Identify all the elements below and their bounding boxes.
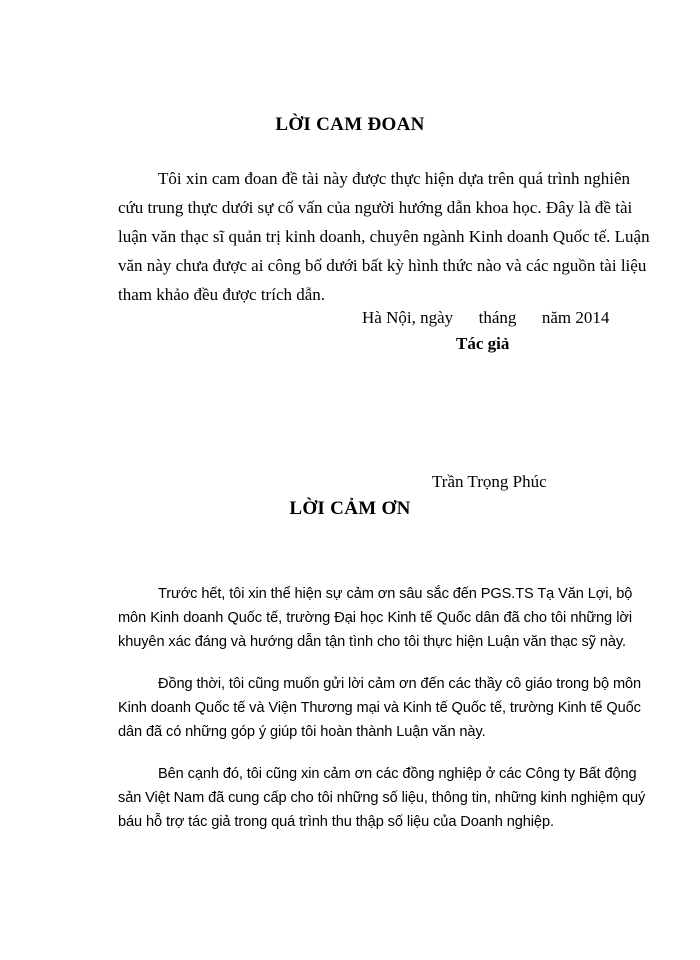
thanks-paragraph-3 (118, 762, 646, 834)
commitment-line: luận văn thạc sĩ quản trị kinh doanh, chuyên ngành Kinh doanh Quốc tế. Luận (118, 227, 650, 246)
thanks-line: sản Việt Nam đã cung cấp cho tôi những số liệu, thông tin, những kinh nghiệm quý (118, 790, 646, 806)
author-label: Tác giả (456, 334, 510, 353)
thanks-line: dân đã có những góp ý giúp tôi hoàn thành Luận văn này. (118, 724, 486, 740)
place-date: Hà Nội, ngày tháng năm 2014 (362, 308, 610, 327)
commitment-heading: LỜI CAM ĐOAN (275, 114, 425, 135)
thanks-line: Kinh doanh Quốc tế và Viện Thương mại và Kinh tế Quốc tế, trường Kinh tế Quốc (118, 700, 641, 716)
thanks-line: Trước hết, tôi xin thể hiện sự cảm ơn sâu sắc đến PGS.TS Tạ Văn Lợi, bộ (158, 586, 633, 602)
thanks-line: môn Kinh doanh Quốc tế, trường Đại học Kinh tế Quốc dân đã cho tôi những lời (118, 610, 632, 626)
thanks-line: khuyên xác đáng và hướng dẫn tận tình cho tôi thực hiện Luận văn thạc sỹ này. (118, 634, 626, 650)
commitment-line: cứu trung thực dưới sự cố vấn của người hướng dẫn khoa học. Đây là đề tài (118, 198, 633, 217)
thanks-line: Bên cạnh đó, tôi cũng xin cảm ơn các đồng nghiệp ở các Công ty Bất động (158, 766, 637, 782)
commitment-line: văn này chưa được ai công bố dưới bất kỳ hình thức nào và các nguồn tài liệu (118, 256, 647, 275)
commitment-line: Tôi xin cam đoan đề tài này được thực hiện dựa trên quá trình nghiên (158, 169, 630, 188)
thanks-paragraph-1 (118, 582, 632, 654)
commitment-line: tham khảo đều được trích dẫn. (118, 285, 326, 304)
commitment-paragraph (118, 164, 650, 309)
thanks-line: báu hỗ trợ tác giả trong quá trình thu thập số liệu của Doanh nghiệp. (118, 814, 554, 830)
thanks-paragraph-2 (118, 672, 642, 744)
thanks-heading: LỜI CẢM ƠN (289, 498, 411, 519)
thanks-line: Đồng thời, tôi cũng muốn gửi lời cảm ơn đến các thầy cô giáo trong bộ môn (158, 676, 642, 692)
author-name: Trần Trọng Phúc (432, 472, 547, 491)
